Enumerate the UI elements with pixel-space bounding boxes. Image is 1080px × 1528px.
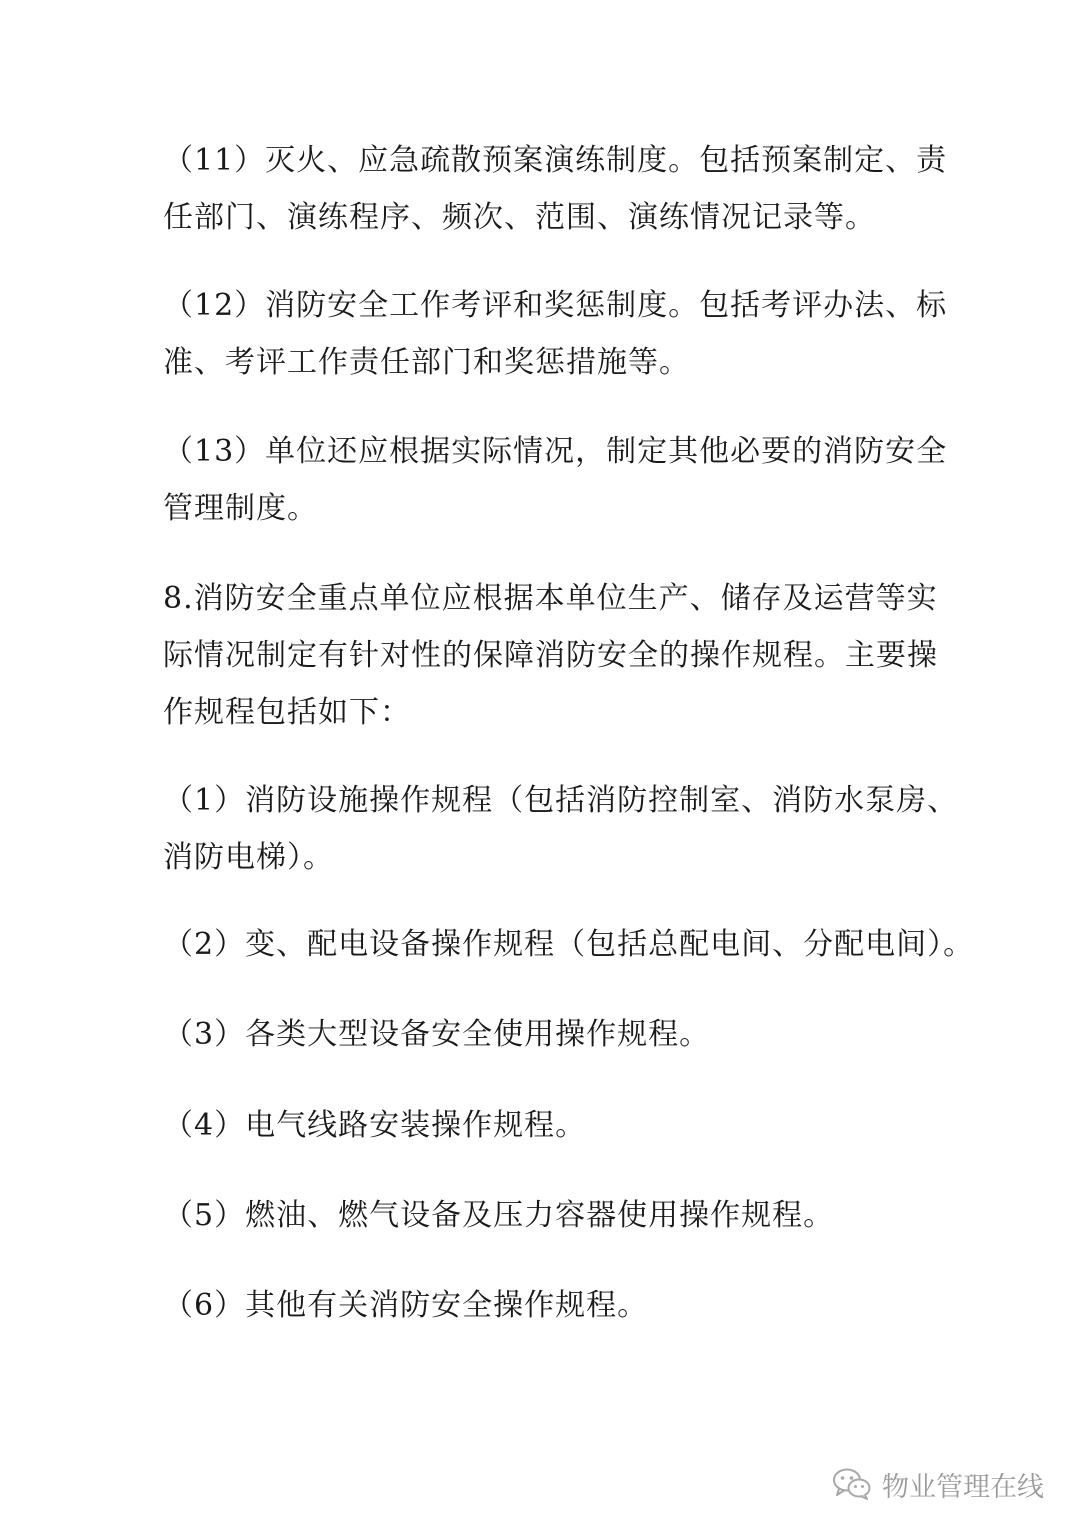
paragraph-section-8 (163, 570, 938, 741)
text-line: （1）消防设施操作规程（包括消防控制室、消防水泵房、 (163, 783, 959, 818)
text-line: （3）各类大型设备安全使用操作规程。 (163, 1017, 711, 1052)
paragraph-item-6 (163, 1277, 923, 1334)
text-line: 际情况制定有针对性的保障消防安全的操作规程。主要操 (163, 638, 938, 673)
paragraph-item-1 (163, 772, 959, 886)
watermark (832, 1464, 1044, 1504)
text-line: （12）消防安全工作考评和奖惩制度。包括考评办法、标 (163, 288, 948, 323)
text-line: 8.消防安全重点单位应根据本单位生产、储存及运营等实 (163, 581, 938, 616)
paragraph-item-2 (163, 916, 975, 973)
text-line: 准、考评工作责任部门和奖惩措施等。 (163, 345, 690, 380)
watermark-text: 物业管理在线 (882, 1471, 1044, 1503)
text-line: （13）单位还应根据实际情况，制定其他必要的消防安全 (163, 434, 948, 469)
paragraph-item-11 (163, 132, 948, 246)
text-line: （11）灭火、应急疏散预案演练制度。包括预案制定、责 (163, 143, 948, 178)
paragraph-item-12 (163, 277, 948, 391)
text-line: （2）变、配电设备操作规程（包括总配电间、分配电间）。 (163, 927, 975, 962)
text-line: （4）电气线路安装操作规程。 (163, 1108, 587, 1143)
text-line: 管理制度。 (163, 491, 318, 526)
paragraph-item-4 (163, 1097, 923, 1154)
paragraph-item-3 (163, 1006, 923, 1063)
wechat-icon (832, 1467, 872, 1501)
text-line: （6）其他有关消防安全操作规程。 (163, 1288, 649, 1323)
text-line: （5）燃油、燃气设备及压力容器使用操作规程。 (163, 1198, 835, 1233)
paragraph-item-13 (163, 423, 948, 537)
paragraph-item-5 (163, 1187, 923, 1244)
text-line: 消防电梯）。 (163, 840, 334, 875)
text-line: 作规程包括如下： (163, 695, 411, 730)
text-line: 任部门、演练程序、频次、范围、演练情况记录等。 (163, 200, 876, 235)
